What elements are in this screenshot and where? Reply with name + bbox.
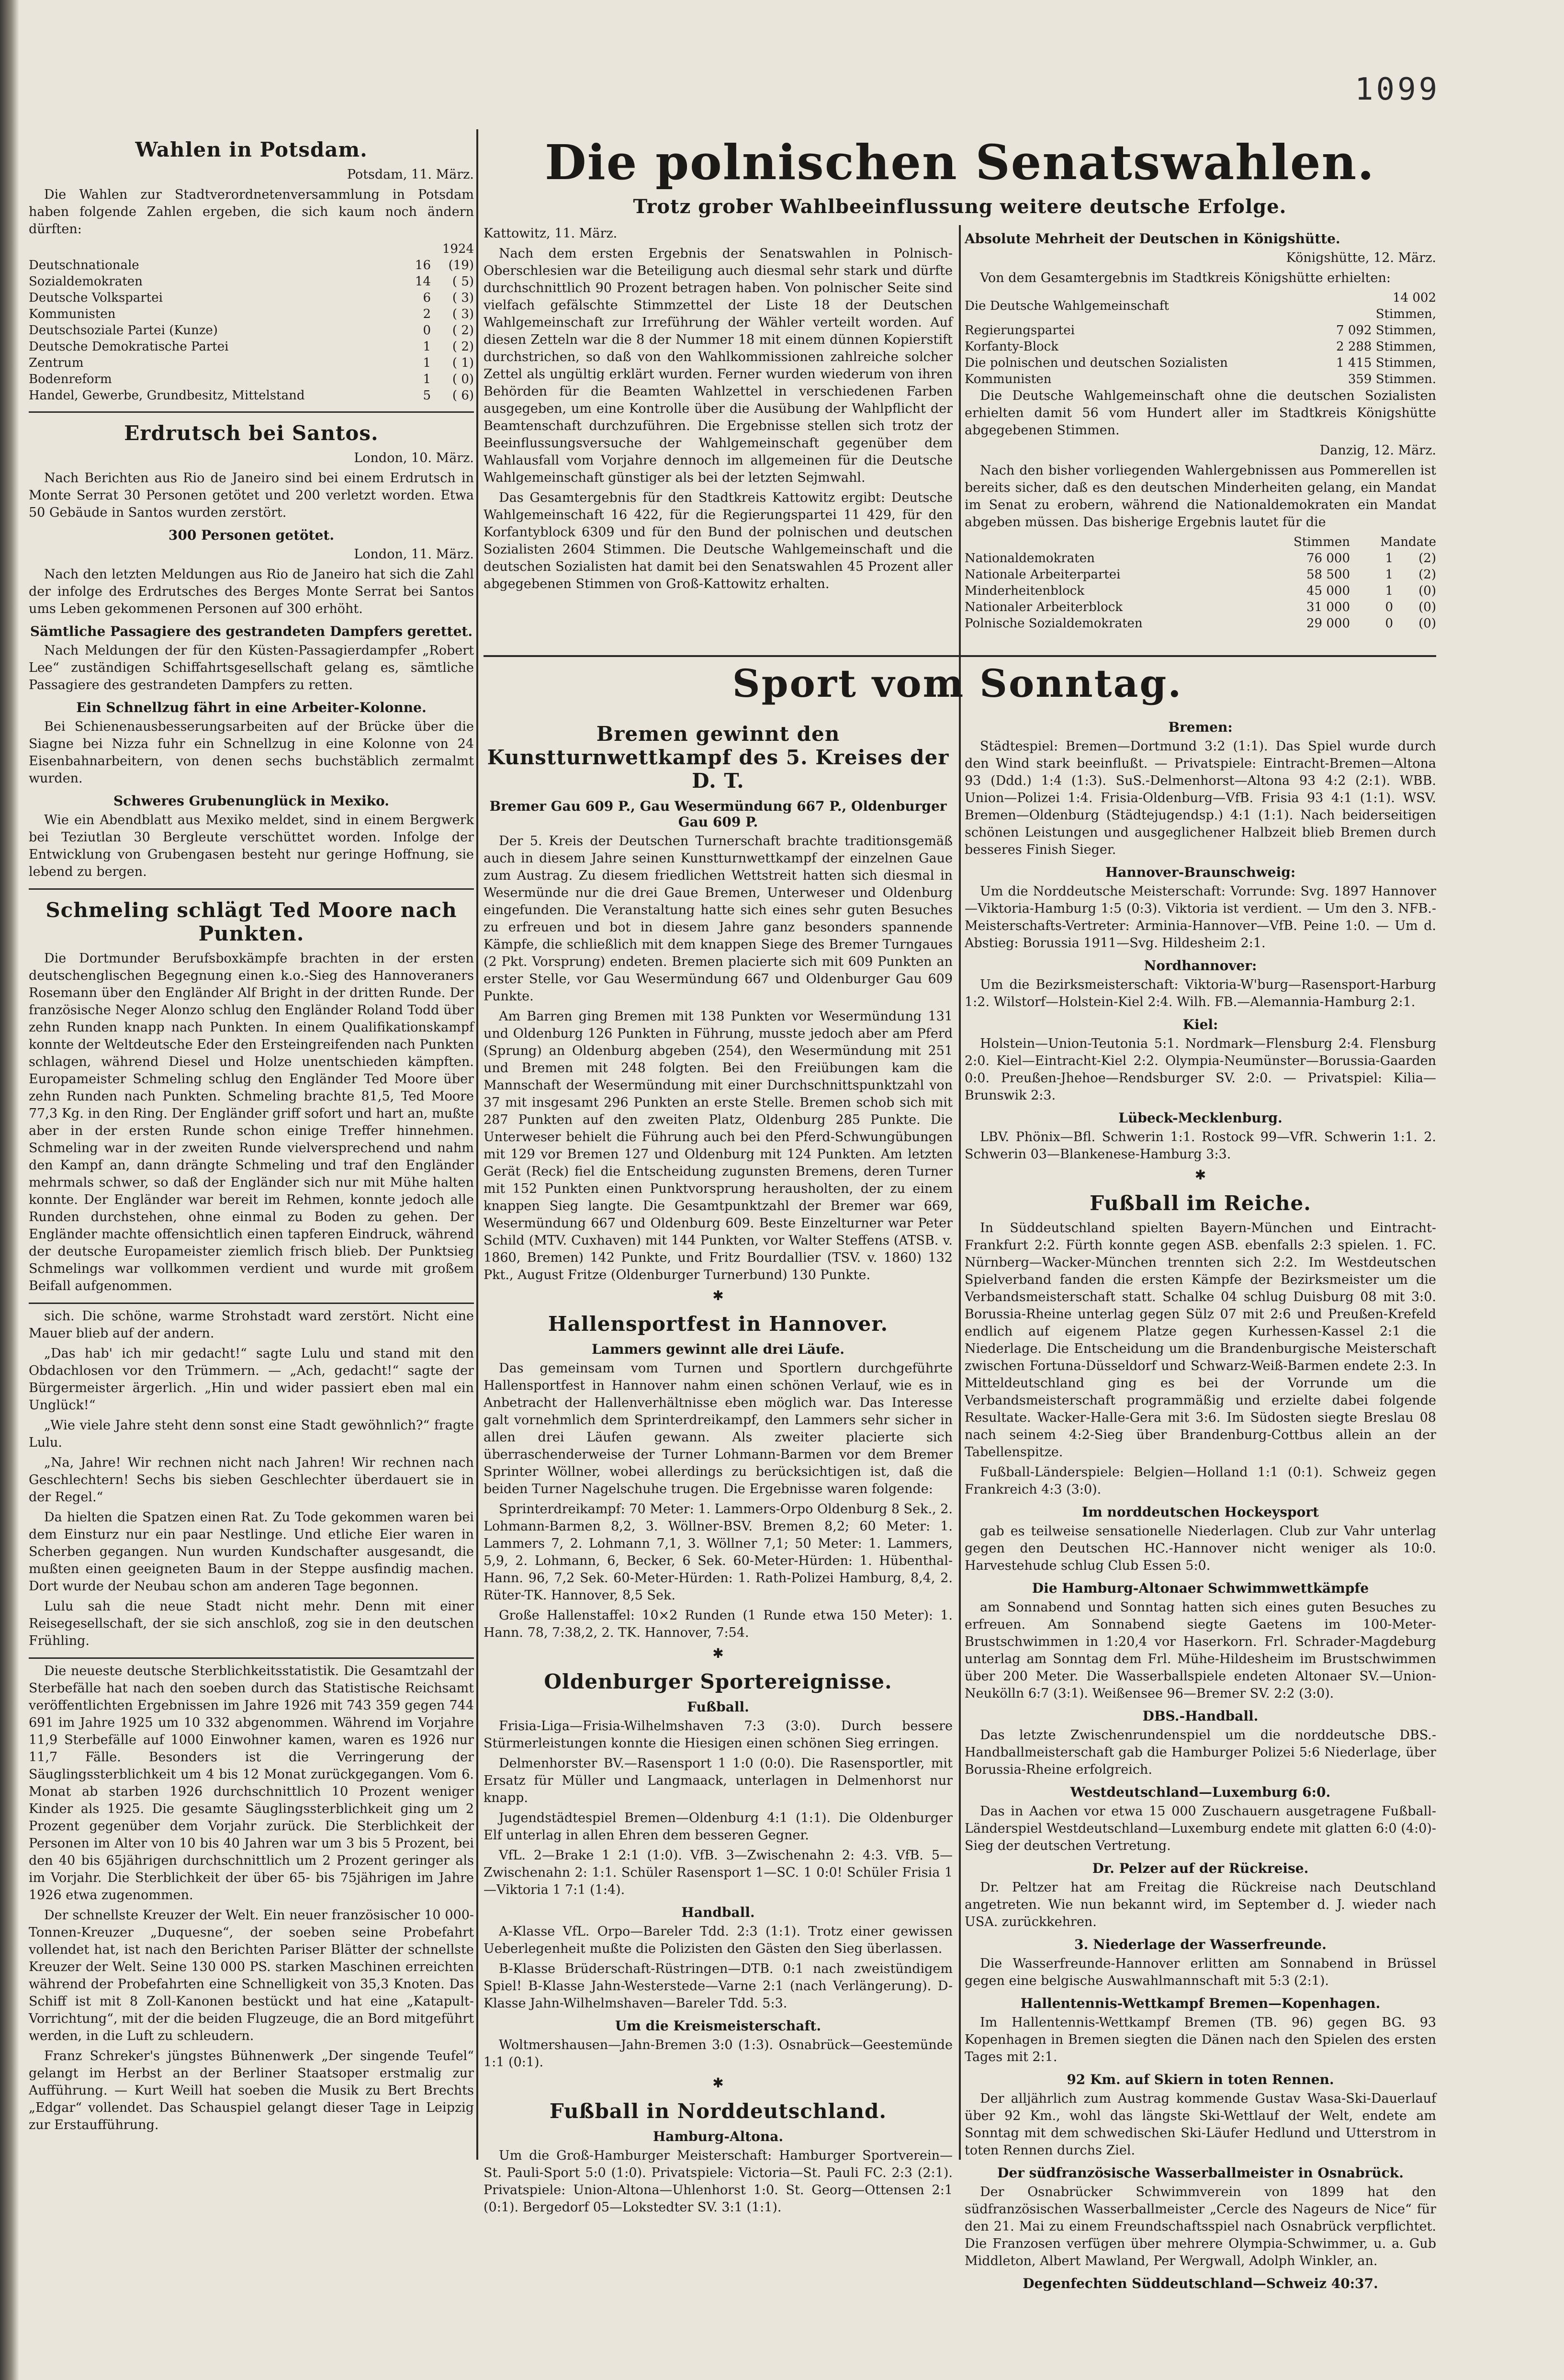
oldenburg-paragraph-6: Woltmershausen—Jahn-Bremen 3:0 (1:3). Osnabrück—Geestemünde 1:1 (0:1). [484,2038,953,2070]
hallen-paragraph-3: Große Hallenstaffel: 10×2 Runden (1 Runde etwa 150 Meter): 1. Hann. 78, 7:38,2, 2. TK. Hannover, 7:54. [484,1608,953,1640]
story-paragraph-1: sich. Die schöne, warme Strohstadt ward zerstört. Nicht eine Mauer blieb auf der andern. [29,1309,474,1341]
wasserfreunde-paragraph: Die Wasserfreunde-Hannover erlitten am Sonnabend in Brüssel gegen eine belgische Auswahlmannschaft mit 5:3 (2:1). [965,1956,1436,1988]
hallen-subtitle: Lammers gewinnt alle drei Läufe. [592,1341,844,1357]
kiel-paragraph: Holstein—Union-Teutonia 5:1. Nordmark—Flensburg 2:4. Flensburg 2:0. Kiel—Eintracht-Kiel 2:2. Olympia-Neumünster—Borussia-Gaarden 0:0. Preußen-Jhehoe—Rendsburger SV. 2:0. — Privatspiel: Kilia—Brunswik 2:3. [965,1036,1436,1103]
column-rule-right [959,225,961,2160]
santos-paragraph-3: Nach Meldungen der für den Küsten-Passagierdampfer „Robert Lee“ zuständigen Schiffahrtsgesellschaft gelang es, sämtliche Passagiere des gestrandeten Dampfers zu retten. [29,643,474,692]
star-separator-icon: ✱ [712,2075,724,2091]
santos-paragraph-5: Wie ein Abendblatt aus Mexiko meldet, sind in einem Bergwerk bei Teziutlan 30 Bergleute verschüttet worden. Infolge der Entwicklung von Grubengasen besteht nur geringe Hoffnung, sie lebend zu bergen. [29,813,474,879]
danzig-seats-header: Mandate [1380,535,1436,549]
table-row: Deutsche Demokratische Partei 1 ( 2) [29,340,474,354]
table-row: Kommunisten 359 Stimmen. [965,372,1436,386]
senate-column-right [965,225,1436,651]
senate-headline-block [484,134,1436,218]
stats-paragraph-1: Die neueste deutsche Sterblichkeitsstatistik. Die Gesamtzahl der Sterbefälle hat nach den soeben durch das Statistische Reichsamt veröffentlichten Ergebnissen im Jahre 1926 mit 743 359 gegen 744 691 im Jahre 1925 um 10 332 abgenommen. Während im Vorjahre 11,9 Sterbefälle auf 1000 Einwohner kamen, waren es 1926 nur 11,7 Fälle. Besonders ist die Verringerung der Säuglingssterblichkeit um 4 bis 12 Monat zurückgegangen. Vom 6. Monat ab starben 1926 durchschnittlich 10 Prozent weniger Kinder als 1925. Die gesamte Säuglingssterblichkeit ging um 2 Prozent gegenüber dem Vorjahr zurück. Die Sterblichkeit der Personen im Alter von 10 bis 40 Jahren war um 3 bis 5 Prozent, bei den 40 bis 65jährigen durchschnittlich um 2 Prozent geringer als im Vorjahr. Die Sterblichkeit der über 65- bis 75jährigen im Jahre 1926 etwa zugenommen. [29,1664,474,1903]
danzig-table [965,534,1436,632]
table-row: Deutschsoziale Partei (Kunze) 0 ( 2) [29,323,474,338]
table-row: Bodenreform 1 ( 0) [29,372,474,386]
senate-subtitle: Trotz grober Wahlbeeinflussung weitere deutsche Erfolge. [633,195,1287,218]
divider [29,1303,474,1304]
table-row: Regierungspartei 7 092 Stimmen, [965,323,1436,338]
koenigshuette-table [965,290,1436,387]
luebeck-paragraph: LBV. Phönix—Bfl. Schwerin 1:1. Rostock 99—VfR. Schwerin 1:1. 2. Schwerin 03—Blankenese-Hamburg 3:3. [965,1130,1436,1162]
hallen-paragraph-2: Sprinterdreikampf: 70 Meter: 1. Lammers-Orpo Oldenburg 8 Sek., 2. Lohmann-Barmen 8,2, 3. Wöllner-BSV. Bremen 8,2; 60 Meter: 1. Lammers 7, 2. Lohmann 7,1, 3. Wöllner 7,1; 50 Meter: 1. Lammers, 5,9, 2. Lohmann, 6, Becker, 6 Sek. 60-Meter-Hürden: 1. Hübenthal-Hann. 96, 7,2 Sek. 60-Meter-Hürden: 1. Rath-Polizei Hamburg, 8,4, 2. Rüter-TK. Hannover, 8,5 Sek. [484,1502,953,1603]
wasserfreunde-label: 3. Niederlage der Wasserfreunde. [1074,1937,1327,1952]
story-paragraph-3: „Wie viele Jahre steht denn sonst eine Stadt gewöhnlich?“ fragte Lulu. [29,1418,474,1450]
column-rule-left [476,129,478,2160]
potsdam-year: 1924 [442,242,474,256]
oldenburg-paragraph-2: Delmenhorster BV.—Rasensport 1 1:0 (0:0). Die Rasensportler, mit Ersatz für Müller und Langmaack, unterlagen in Delmenhorst nur knapp. [484,1756,953,1805]
table-row: Zentrum 1 ( 1) [29,356,474,370]
table-row: Deutschnationale 16 (19) [29,258,474,272]
story-paragraph-5: Da hielten die Spatzen einen Rat. Zu Tode gekommen waren bei dem Einsturz nur ein paar Nestlinge. Und etliche Eier waren in Scherben gegangen. Nun wurden Kundschafter ausgesandt, die mußten einen geeigneten Baum in der Steppe ausfindig machen. Dort wurde der Neubau schon am anderen Tage begonnen. [29,1510,474,1594]
potsdam-table [29,241,474,404]
koenigshuette-title: Absolute Mehrheit der Deutschen in Königshütte. [965,231,1340,247]
nord-subtitle: Hamburg-Altona. [653,2129,784,2144]
oldenburg-football-label: Fußball. [687,1699,749,1715]
nordhannover-label: Nordhannover: [1144,958,1257,974]
santos-dateline-1: London, 10. März. [354,451,474,465]
waterpolo-label: Der südfranzösische Wasserballmeister in Osnabrück. [997,2165,1404,2181]
potsdam-title: Wahlen in Potsdam. [135,138,368,161]
peltzer-paragraph: Dr. Peltzer hat am Freitag die Rückreise nach Deutschland angetreten. Wie nun bekannt wird, im September d. J. wieder nach USA. zurückkehren. [965,1880,1436,1929]
santos-paragraph-4: Bei Schienenausbesserungsarbeiten auf der Brücke über die Siagne bei Nizza fuhr ein Schnellzug in eine Kolonne von 24 Eisenbahnarbeitern, von denen sechs buchstäblich zermalmt wurden. [29,719,474,786]
senate-column-left [484,225,953,651]
page-number: 1099 [1355,72,1440,107]
star-separator-icon: ✱ [1194,1167,1206,1183]
fencing-label: Degenfechten Süddeutschland—Schweiz 40:37. [1023,2276,1378,2291]
oldenburg-results-list: VfL. 2—Brake 1 2:1 (1:0). VfB. 3—Zwischenahn 2: 4:3. VfB. 5—Zwischenahn 2: 1:1. Schüler Rasensport 1—SC. 1 0:0! Schüler Frisia 1—Viktoria 1 7:1 (1:4). [484,1848,953,1897]
oldenburg-paragraph-5: B-Klasse Brüderschaft-Rüstringen—DTB. 0:1 nach zweistündigem Spiel! B-Klasse Jahn-Westerstede—Varne 2:1 (nach Verlängerung). D-Klasse Jahn-Wilhelmshaven—Bareler Tdd. 5:3. [484,1961,953,2011]
koenigshuette-intro: Von dem Gesamtergebnis im Stadtkreis Königshütte erhielten: [980,271,1391,285]
santos-paragraph-2: Nach den letzten Meldungen aus Rio de Janeiro hat sich die Zahl der infolge des Erdrutsches des Berges Monte Serrat bei Santos ums Leben gekommenen Personen auf 300 erhöht. [29,567,474,616]
reich-title: Fußball im Reiche. [1090,1191,1311,1215]
luxemburg-paragraph: Das in Aachen vor etwa 15 000 Zuschauern ausgetragene Fußball-Länderspiel Westdeutschland—Luxemburg endete mit glatten 6:0 (4:0)-Sieg der deutschen Vertretung. [965,1804,1436,1853]
hallentennis-paragraph: Im Hallentennis-Wettkampf Bremen (TB. 96) gegen BG. 93 Kopenhagen in Bremen siegten die Dänen nach den Spielen des ersten Tages mit 2:1. [965,2015,1436,2064]
senate-title: Die polnischen Senatswahlen. [544,134,1375,191]
divider [29,1657,474,1659]
left-column [29,129,474,2155]
table-row: Sozialdemokraten 14 ( 5) [29,274,474,289]
table-row: Nationaldemokraten 76 000 1 (2) [965,551,1436,566]
sport-headline: Sport vom Sonntag. [732,661,1183,706]
hallen-title: Hallensportfest in Hannover. [548,1312,889,1336]
luxemburg-label: Westdeutschland—Luxemburg 6:0. [1070,1784,1331,1800]
oldenburg-title: Oldenburger Sportereignisse. [544,1670,892,1693]
santos-title: Erdrutsch bei Santos. [124,421,379,445]
senate-paragraph-2: Das Gesamtergebnis für den Stadtkreis Kattowitz ergibt: Deutsche Wahlgemeinschaft 16 422, für die Regierungspartei 11 429, für den Korfantyblock 6309 und für den Bund der polnischen und deutschen Sozialisten 2604 Stimmen. Die Deutsche Wahlgemeinschaft und die deutschen Sozialisten hat damit bei den Senatswahlen 45 Prozent aller abgegebenen Stimmen von Groß-Kattowitz erhalten. [484,490,953,591]
table-row: Nationale Arbeiterpartei 58 500 1 (2) [965,567,1436,582]
table-row: Nationaler Arbeiterblock 31 000 0 (0) [965,600,1436,614]
danzig-dateline: Danzig, 12. März. [1319,443,1436,458]
divider [29,411,474,413]
bremen-turn-title: Bremen gewinnt den Kunstturnwettkampf des 5. Kreises der D. T. [487,722,949,793]
table-row: Deutsche Volkspartei 6 ( 3) [29,291,474,305]
schmeling-paragraph: Die Dortmunder Berufsboxkämpfe brachten in der ersten deutschenglischen Begegnung einen k.o.-Sieg des Hannoveraners Rosemann über den Engländer Alf Bright in der dritten Runde. Der französische Neger Alonzo schlug den Engländer Roland Todd über zehn Runden knapp nach Punkten. In einem Qualifikationskampf konnte der Weltdeutsche Eder den Ersteingreifenden nach Punkten schlagen, während Diesel und Holze unentschieden kämpften. Europameister Schmeling schlug den Engländer Ted Moore über zehn Runden nach Punkten. Schmeling brachte 81,5, Ted Moore 77,3 Kg. in den Ring. Der Engländer griff sofort und hart an, mußte aber in der ersten Runde schon einige Treffer hinnehmen. Schmeling war in der zweiten Runde vielversprechend und nahm den Kampf an, dann drängte Schmeling und traf den Engländer mehrmals schwer, so daß der Engländer sich nur mit Mühe halten konnte. Der Engländer war bereit im Rehmen, konnte jedoch alle Runden durchstehen, ohne einmal zu Boden zu gehen. Der Engländer machte offensichtlich einen tapferen Eindruck, während der deutsche Europameister ziemlich frisch blieb. Der Punktsieg Schmelings war vollkommen verdient und wurde mit großem Beifall aufgenommen. [29,951,474,1293]
star-separator-icon: ✱ [712,1288,724,1303]
bremen-paragraph: Städtespiel: Bremen—Dortmund 3:2 (1:1). Das Spiel wurde durch den Wind stark beeinflußt. — Privatspiele: Eintracht-Bremen—Altona 93 (Ddd.) 1:4 (1:3). SuS.-Delmenhorst—Altona 93 4:2 (2:1). WBB. Union—Polizei 1:4. Frisia-Oldenburg—VfB. Frisia 93 4:1 (1:1). WSV. Bremen—Oldenburg (Städtejugendsp.) 4:1 (1:1). Nach beiderseitigen schönen Leistungen und ausgeglichener Halbzeit blieb Bremen durch besseres Finish Sieger. [965,739,1436,857]
stats-paragraph-2: Der schnellste Kreuzer der Welt. Ein neuer französischer 10 000-Tonnen-Kreuzer „Duquesne“, der soeben seine Probefahrt vollendet hat, ist nach den Berichten Pariser Blätter der schnellste Kreuzer der Welt. Seine 130 000 PS. starken Maschinen erreichten während der Probefahrten eine Schnelligkeit von 35,3 Knoten. Das Schiff ist mit 8 Zoll-Kanonen bestückt und hat eine „Katapult-Vorrichtung“, mit der die beiden Flugzeuge, die an Bord mitgeführt werden, in die Luft zu schleudern. [29,1908,474,2043]
swim-paragraph: am Sonnabend und Sonntag hatten sich eines guten Besuches zu erfreuen. Am Sonnabend siegte Gaetens im 100-Meter-Brustschwimmen in 1:20,4 vor Haserkorn. Frl. Schrader-Magdeburg unterlag am Sonntag dem Frl. Mühe-Hildesheim im Brustschwimmen über 200 Meter. Die Wasserballspiele endeten Altonaer SV.—Union-Neukölln 6:7 (3:1). Weißensee 96—Bremer SV. 2:2 (3:0). [965,1600,1436,1701]
divider [29,888,474,890]
senate-paragraph-1: Nach dem ersten Ergebnis der Senatswahlen in Polnisch-Oberschlesien war die Beteiligung auch diesmal sehr stark und dürfte durchschnittlich 90 Prozent betragen haben. Von polnischer Seite sind vielfach gefälschte Stimmzettel der Liste 18 der Deutschen Wahlgemeinschaft zur Irreführung der Wähler verteilt worden. Auf diesen Zetteln war die 8 der Nummer 18 mit einem dünnen Kopierstift durchstrichen, so daß von den Wahlkommissionen zahlreiche solcher Zettel als ungültig erklärt wurden. Ferner wurden wiederum von ihren Behörden für die Beamten Wahlzettel in verschiedenen Farben ausgegeben, um eine Kontrolle über die Ausübung der Wahlpflicht der Beamtenschaft durchzuführen. Die Ergebnisse stellen sich trotz der Beeinflussungsversuche der Wahlgemeinschaft gegenüber dem Wahlausfall vom Vorjahre dennoch im allgemeinen für die Deutsche Wahlgemeinschaft günstiger als bei der letzten Sejmwahl. [484,246,953,485]
waterpolo-paragraph: Der Osnabrücker Schwimmverein von 1899 hat den südfranzösischen Wasserballmeister „Cercle des Nageurs de Nice“ für den 21. Mai zu einem Freundschaftsspiel nach Osnabrück verpflichtet. Die Franzosen verfügen über mehrere Olympia-Schwimmer, u. a. Gub Middleton, Albert Mawland, Per Wergwall, Adolph Winkler, an. [965,2185,1436,2268]
section-rule-sport [484,655,1436,657]
story-paragraph-4: „Na, Jahre! Wir rechnen nicht nach Jahren! Wir rechnen nach Geschlechtern! Sechs bis sieben Geschlechter überdauert sie in der Regel.“ [29,1455,474,1505]
table-row: Polnische Sozialdemokraten 29 000 0 (0) [965,616,1436,631]
bremen-turn-paragraph-2: Am Barren ging Bremen mit 138 Punkten vor Wesermündung 131 und Oldenburg 126 Punkten in Führung, musste jedoch aber am Pferd (Sprung) an Oldenburg abgeben (254), den Wesermündung mit 251 und Bremen mit 248 folgten. Bei den Freiübungen kam die Mannschaft der Wesermündung mit einer Durchschnittspunktzahl von 37 mit insgesamt 296 Punkten an erste Stelle. Bremen schob sich mit 287 Punkten auf den zweiten Platz, Oldenburg 285 Punkte. Die Unterweser behielt die Führung auch bei den Pferd-Schwungübungen mit 129 vor Bremen 127 und Oldenburg mit 124 Punkten. Am letzten Gerät (Reck) fiel die Entscheidung zugunsten Bremens, deren Turner mit 152 Punkten einen Punktvorsprung herausholten, der zu einem knappen Sieg langte. Die Gesamtpunktzahl der Bremer war 669, Wesermündung 667 und Oldenburg 609. Beste Einzelturner war Peter Schild (MTV. Cuxhaven) mit 144 Punkten, vor Walter Steffens (ATSB. v. 1860, Bremen) 142 Punkte, und Fritz Bourdallier (TSV. v. 1860) 132 Pkt., August Fritze (Oldenburger Turnerbund) 130 Punkte. [484,1009,953,1282]
koenigshuette-note: Die Deutsche Wahlgemeinschaft ohne die deutschen Sozialisten erhielten damit 56 vom Hundert aller im Stadtkreis Königshütte abgegebenen Stimmen. [965,388,1436,438]
potsdam-dateline: Potsdam, 11. März. [347,167,474,182]
page-edge-shadow [0,0,19,2380]
hannover-paragraph: Um die Norddeutsche Meisterschaft: Vorrunde: Svg. 1897 Hannover—Viktoria-Hamburg 1:5 (0:3). Viktoria ist verdient. — Um den 3. NFB.-Meisterschafts-Vertreter: Arminia-Hannover—VfB. Peine 1:0. — Um d. Abstieg: Borussia 1911—Svg. Hildesheim 2:1. [965,884,1436,951]
dbs-label: DBS.-Handball. [1142,1708,1259,1724]
table-row: Korfanty-Block 2 288 Stimmen, [965,340,1436,354]
nord-paragraph: Um die Groß-Hamburger Meisterschaft: Hamburger Sportverein—St. Pauli-Sport 5:0 (1:0). Privatspiele: Victoria—St. Pauli FC. 2:3 (2:1). Privatspiele: Union-Altona—Uhlenhorst 1:0. St. Georg—Ottensen 2:1 (0:1). Bergedorf 05—Lokstedter SV. 3:1 (1:1). [484,2148,953,2215]
reich-paragraph-1: In Süddeutschland spielten Bayern-München und Eintracht-Frankfurt 2:2. Fürth konnte gegen ASB. ebenfalls 2:3 spielen. 1. FC. Nürnberg—Wacker-München trennten sich 2:2. Im Westdeutschen Spielverband fanden die ersten Kämpfe der Bezirksmeister um die Verbandsmeisterschaft statt. Schalke 04 schlug Duisburg 08 mit 3:0. Borussia-Rheine unterlag gegen Sülz 07 mit 2:6 und Preußen-Krefeld endlich auf eigenem Platze gegen Kurhessen-Kassel 2:1 die Niederlage. Die Entscheidung um die Brandenburgische Meisterschaft zwischen Fortuna-Düsseldorf und Schwarz-Weiß-Barmen endete 2:3. In Mitteldeutschland ging es bei der Vorrunde um die Verbandsmeisterschaft programmäßig und erzielte dabei folgende Resultate. Wacker-Halle-Gera mit 3:6. Im Südosten siegte Breslau 08 nach seinem 4:2-Sieg über Brandenburg-Cottbus allein an der Tabellenspitze. [965,1221,1436,1460]
luebeck-label: Lübeck-Mecklenburg. [1118,1110,1283,1126]
danzig-votes-header: Stimmen [1293,535,1350,549]
sport-column-right [965,714,1436,2291]
oldenburg-kreis-label: Um die Kreismeisterschaft. [615,2018,821,2034]
nord-title: Fußball in Norddeutschland. [549,2099,887,2123]
table-row: Kommunisten 2 ( 3) [29,307,474,321]
hallentennis-label: Hallentennis-Wettkampf Bremen—Kopenhagen. [1020,1995,1381,2011]
ski-label: 92 Km. auf Skiern in toten Rennen. [1067,2072,1334,2087]
table-row: Die polnischen und deutschen Sozialisten 1 415 Stimmen, [965,356,1436,370]
bremen-label: Bremen: [1168,719,1233,735]
dbs-paragraph: Das letzte Zwischenrundenspiel um die norddeutsche DBS.-Handballmeisterschaft gab die Hamburger Polizei 5:6 Niederlage, über Borussia-Rheine erfolgreich. [965,1728,1436,1777]
oldenburg-paragraph-3: Jugendstädtespiel Bremen—Oldenburg 4:1 (1:1). Die Oldenburger Elf unterlag in allen Ehren dem besseren Gegner. [484,1811,953,1843]
hockey-label: Im norddeutschen Hockeysport [1082,1504,1319,1520]
swim-label: Die Hamburg-Altonaer Schwimmwettkämpfe [1032,1580,1369,1596]
hannover-label: Hannover-Braunschweig: [1105,864,1296,880]
reich-paragraph-2: Fußball-Länderspiele: Belgien—Holland 1:1 (0:1). Schweiz gegen Frankreich 4:3 (3:0). [965,1465,1436,1497]
santos-dateline-2: London, 11. März. [354,547,474,562]
table-row: Die Deutsche Wahlgemeinschaft 14 002 Stimmen, [965,291,1436,321]
santos-subhead-4: Schweres Grubenunglück in Mexiko. [113,793,390,809]
oldenburg-handball-label: Handball. [681,1904,755,1920]
santos-subhead-3: Ein Schnellzug fährt in eine Arbeiter-Kolonne. [76,700,427,715]
oldenburg-paragraph-4: A-Klasse VfL. Orpo—Bareler Tdd. 2:3 (1:1). Trotz einer gewissen Ueberlegenheit mußte die Polizisten den Gästen den Sieg überlassen. [484,1924,953,1956]
santos-paragraph-1: Nach Berichten aus Rio de Janeiro sind bei einem Erdrutsch in Monte Serrat 30 Personen getötet und 200 verletzt worden. Etwa 50 Gebäude in Santos wurden zerstört. [29,471,474,520]
story-paragraph-2: „Das hab' ich mir gedacht!“ sagte Lulu und stand mit den Obdachlosen vor den Trümmern. — „Ach, gedacht!“ sagte der Bürgermeister ärgerlich. „Hin und wider passiert eben mal ein Unglück!“ [29,1346,474,1413]
danzig-paragraph: Nach den bisher vorliegenden Wahlergebnissen aus Pommerellen ist bereits sicher, daß es den deutschen Minderheiten gelang, ein Mandat im Senat zu erobern, während die Nationaldemokraten ein Mandat abgeben müssen. Das bisherige Ergebnis lautet für die [965,463,1436,530]
peltzer-label: Dr. Pelzer auf der Rückreise. [1092,1860,1309,1876]
bremen-turn-subtitle: Bremer Gau 609 P., Gau Wesermündung 667 P., Oldenburger Gau 609 P. [489,798,947,830]
santos-subhead-2: Sämtliche Passagiere des gestrandeten Dampfers gerettet. [30,623,473,639]
hallen-paragraph-1: Das gemeinsam vom Turnen und Sportlern durchgeführte Hallensportfest in Hannover nahm einen schönen Verlauf, wie es in Anbetracht der Hallenverhältnisse eben möglich war. Das Interesse galt vornehmlich dem Sprinterdreikampf, den Lammers sehr sicher in allen drei Läufen gewann. Als zweiter placierte sich überraschenderweise der Turner Lohmann-Barmen vor dem Bremer Sprinter Wöllner, wobei allerdings zu berücksichtigen ist, daß die beiden Turner Nagelschuhe trugen. Die Ergebnisse waren folgende: [484,1361,953,1496]
potsdam-intro: Die Wahlen zur Stadtverordnetenversammlung in Potsdam haben folgende Zahlen ergeben, die sich kaum noch ändern dürften: [29,187,474,237]
nordhannover-paragraph: Um die Bezirksmeisterschaft: Viktoria-W'burg—Rasensport-Harburg 1:2. Wilstorf—Holstein-Kiel 2:4. Wilh. FB.—Alemannia-Hamburg 2:1. [965,977,1436,1009]
santos-subhead-1: 300 Personen getötet. [168,527,335,543]
koenigshuette-dateline: Königshütte, 12. März. [1286,250,1436,265]
schmeling-title: Schmeling schlägt Ted Moore nach Punkten. [45,898,457,945]
bremen-turn-paragraph-1: Der 5. Kreis der Deutschen Turnerschaft brachte traditionsgemäß auch in diesem Jahre seinen Kunstturnwettkampf der einzelnen Gaue zum Austrag. Zu diesem friedlichen Wettstreit hatten sich diesmal in Wesermünde nur die drei Gaue Bremen, Unterweser und Oldenburg eingefunden. Die Veranstaltung hatte sich eines sehr guten Besuches zu erfreuen und bot in diesem Jahre ganz besonders spannende Kämpfe, die schließlich mit dem knappen Siege des Bremer Turngaues (2 Pkt. Vorsprung) endeten. Bremen placierte sich mit 609 Punkten an erster Stelle, vor Gau Wesermündung 667 und Oldenburger Gau 609 Punkte. [484,834,953,1004]
senate-dateline: Kattowitz, 11. März. [484,226,618,241]
hockey-paragraph: gab es teilweise sensationelle Niederlagen. Club zur Vahr unterlag gegen den Deutschen HC.-Hannover nicht weniger als 10:0. Harvestehude schlug Club Essen 5:0. [965,1524,1436,1573]
stats-paragraph-3: Franz Schreker's jüngstes Bühnenwerk „Der singende Teufel“ gelangt im Herbst an der Berliner Staatsoper erstmalig zur Aufführung. — Kurt Weill hat soeben die Musik zu Bert Brechts „Edgar“ vollendet. Das Schauspiel gelangt dieser Tage in Leipzig zur Erstaufführung. [29,2049,474,2132]
oldenburg-paragraph-1: Frisia-Liga—Frisia-Wilhelmshaven 7:3 (3:0). Durch bessere Stürmerleistungen konnte die Hiesigen einen schönen Sieg erringen. [484,1719,953,1751]
star-separator-icon: ✱ [712,1645,724,1661]
table-row: Handel, Gewerbe, Grundbesitz, Mittelstand 5 ( 6) [29,388,474,403]
sport-column-middle [484,714,953,2215]
story-paragraph-6: Lulu sah die neue Stadt nicht mehr. Denn mit einer Reisegesellschaft, der sie sich anschloß, zog sie in den deutschen Frühling. [29,1599,474,1648]
ski-paragraph: Der alljährlich zum Austrag kommende Gustav Wasa-Ski-Dauerlauf über 92 Km., wohl das längste Ski-Wettlauf der Welt, endete am Sonntag mit dem schwedischen Ski-Läufer Hedlund und Utterstrom in toten Rennen durchs Ziel. [965,2091,1436,2158]
kiel-label: Kiel: [1182,1017,1218,1032]
table-row: Minderheitenblock 45 000 1 (0) [965,584,1436,598]
